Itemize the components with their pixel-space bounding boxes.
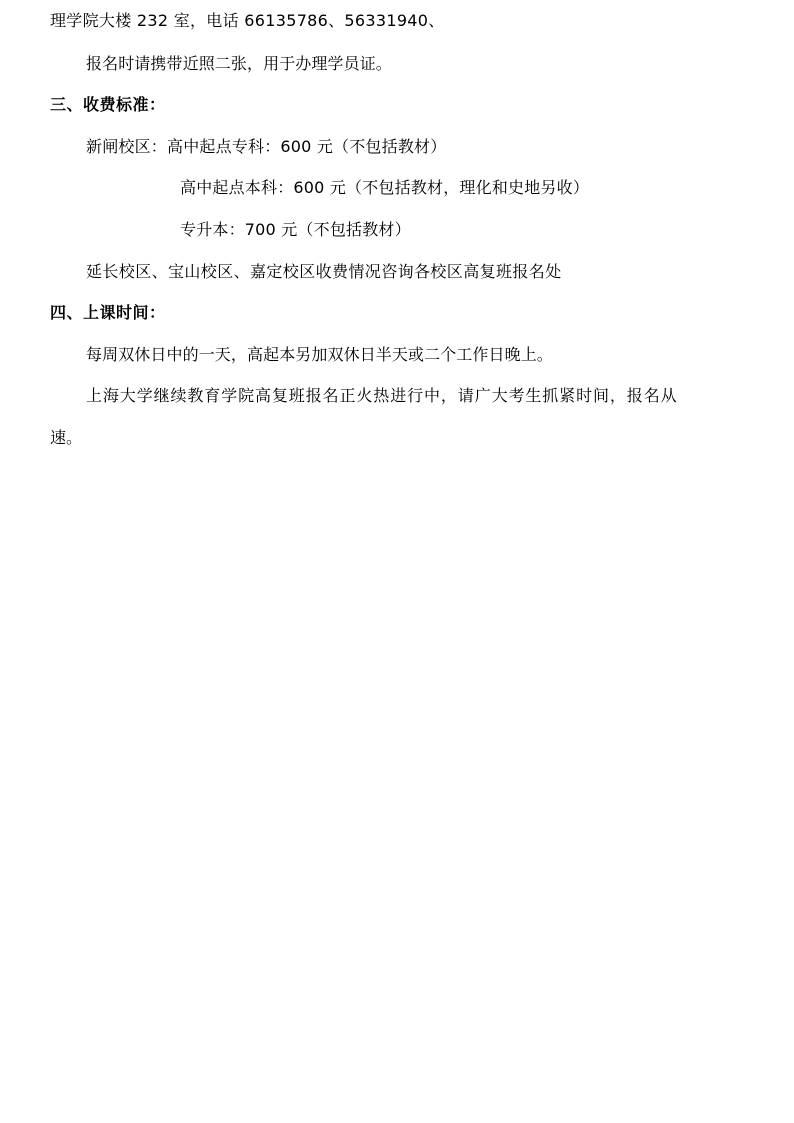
contact-line: 理学院大楼 232 室，电话 66135786、56331940、	[50, 11, 445, 30]
fee-line-undergrad: 高中起点本科：600 元（不包括教材，理化和史地另收）	[180, 178, 590, 197]
fee-line-xinzha: 新闸校区：高中起点专科：600 元（不包括教材）	[86, 137, 447, 156]
other-campuses-line: 延长校区、宝山校区、嘉定校区收费情况咨询各校区高复班报名处	[86, 262, 562, 281]
photo-requirement-line: 报名时请携带近照二张，用于办理学员证。	[86, 54, 392, 73]
section-heading-fees: 三、收费标准：	[50, 95, 166, 114]
schedule-line: 每周双休日中的一天，高起本另加双休日半天或二个工作日晚上。	[86, 345, 553, 364]
enrollment-line-end: 速。	[50, 428, 83, 447]
enrollment-line: 上海大学继续教育学院高复班报名正火热进行中，请广大考生抓紧时间，报名从	[86, 386, 678, 405]
fee-line-upgrade: 专升本：700 元（不包括教材）	[180, 220, 411, 239]
section-heading-schedule: 四、上课时间：	[50, 303, 166, 322]
